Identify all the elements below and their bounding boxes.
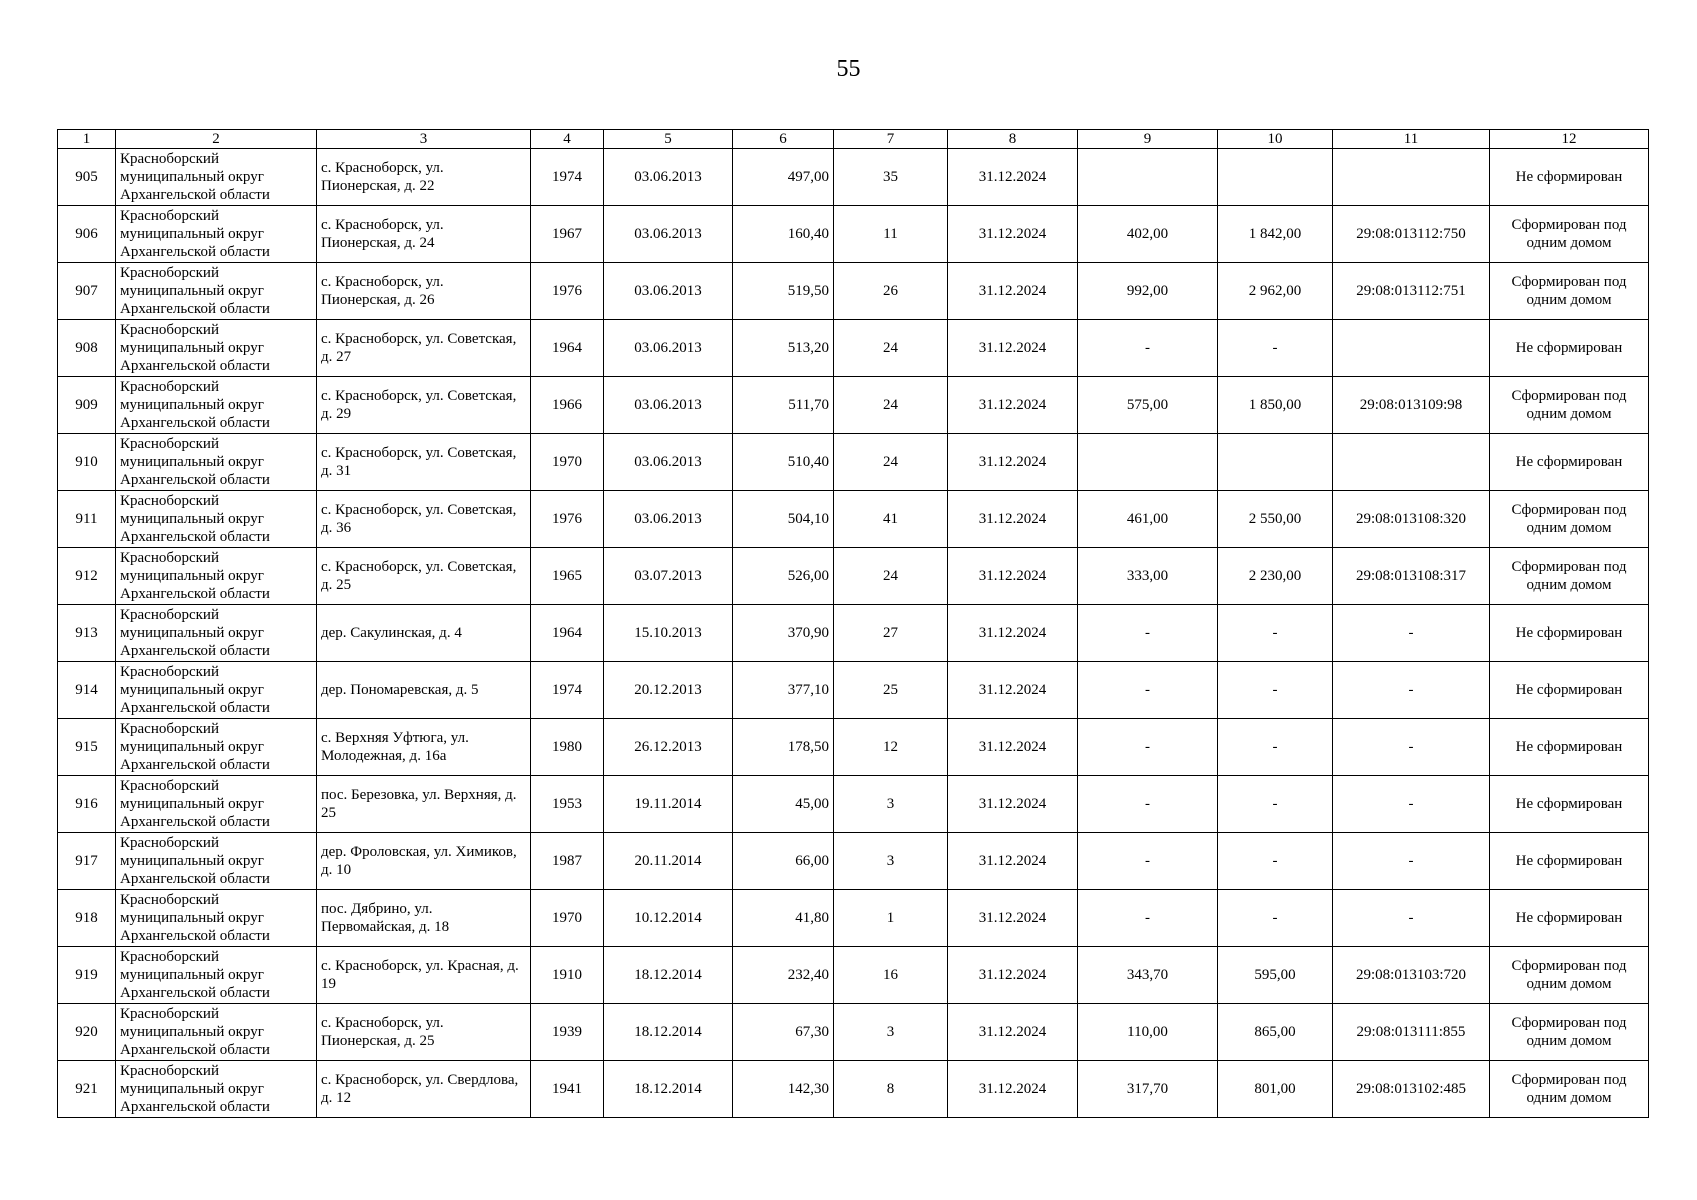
table-row	[58, 434, 1649, 491]
cell-row-number: 921	[58, 1061, 116, 1118]
cell-residents: 11	[834, 206, 948, 263]
cell-cadastral-value: 865,00	[1218, 1004, 1333, 1061]
table-row	[58, 605, 1649, 662]
cell-row-number: 920	[58, 1004, 116, 1061]
cell-cadastral-value: -	[1218, 776, 1333, 833]
table-row	[58, 1061, 1649, 1118]
cell-row-number: 915	[58, 719, 116, 776]
cell-deadline: 31.12.2024	[948, 890, 1078, 947]
table-row	[58, 719, 1649, 776]
column-number-row	[58, 130, 1649, 149]
cell-address: пос. Дябрино, ул. Первомайская, д. 18	[317, 890, 531, 947]
cell-address: пос. Березовка, ул. Верхняя, д. 25	[317, 776, 531, 833]
cell-year: 1976	[531, 263, 604, 320]
cell-year: 1970	[531, 434, 604, 491]
cell-area: 142,30	[733, 1061, 834, 1118]
cell-year: 1980	[531, 719, 604, 776]
table-row	[58, 491, 1649, 548]
cell-cadastral-value: -	[1218, 605, 1333, 662]
cell-municipality: Красноборский муниципальный округ Архангельской области	[116, 320, 317, 377]
table-row	[58, 548, 1649, 605]
cell-area: 66,00	[733, 833, 834, 890]
cell-date: 03.06.2013	[604, 149, 733, 206]
cell-land-area: 461,00	[1078, 491, 1218, 548]
cell-municipality: Красноборский муниципальный округ Архангельской области	[116, 947, 317, 1004]
table-row	[58, 890, 1649, 947]
column-header: 12	[1490, 130, 1649, 149]
page-number: 55	[836, 56, 861, 82]
cell-address: с. Красноборск, ул. Пионерская, д. 22	[317, 149, 531, 206]
cell-cadastral-number: -	[1333, 662, 1490, 719]
cell-address: дер. Пономаревская, д. 5	[317, 662, 531, 719]
cell-cadastral-value: 2 550,00	[1218, 491, 1333, 548]
cell-year: 1987	[531, 833, 604, 890]
cell-residents: 26	[834, 263, 948, 320]
cell-row-number: 911	[58, 491, 116, 548]
cell-date: 03.06.2013	[604, 206, 733, 263]
cell-cadastral-value: 801,00	[1218, 1061, 1333, 1118]
cell-year: 1974	[531, 662, 604, 719]
cell-row-number: 905	[58, 149, 116, 206]
cell-row-number: 918	[58, 890, 116, 947]
cell-status: Сформирован под одним домом	[1490, 947, 1649, 1004]
table-row	[58, 1004, 1649, 1061]
table-body	[58, 149, 1649, 1118]
cell-area: 526,00	[733, 548, 834, 605]
cell-cadastral-number	[1333, 434, 1490, 491]
cell-year: 1965	[531, 548, 604, 605]
cell-cadastral-number: 29:08:013112:750	[1333, 206, 1490, 263]
cell-date: 26.12.2013	[604, 719, 733, 776]
cell-deadline: 31.12.2024	[948, 605, 1078, 662]
cell-row-number: 910	[58, 434, 116, 491]
column-header: 7	[834, 130, 948, 149]
column-header: 10	[1218, 130, 1333, 149]
cell-land-area: -	[1078, 776, 1218, 833]
cell-row-number: 907	[58, 263, 116, 320]
cell-row-number: 913	[58, 605, 116, 662]
cell-residents: 3	[834, 833, 948, 890]
cell-cadastral-number: -	[1333, 890, 1490, 947]
cell-deadline: 31.12.2024	[948, 947, 1078, 1004]
column-header: 3	[317, 130, 531, 149]
cell-status: Не сформирован	[1490, 434, 1649, 491]
cell-cadastral-number: 29:08:013112:751	[1333, 263, 1490, 320]
cell-deadline: 31.12.2024	[948, 434, 1078, 491]
cell-year: 1953	[531, 776, 604, 833]
cell-municipality: Красноборский муниципальный округ Архангельской области	[116, 377, 317, 434]
cell-residents: 24	[834, 320, 948, 377]
table-row	[58, 833, 1649, 890]
cell-date: 19.11.2014	[604, 776, 733, 833]
cell-area: 511,70	[733, 377, 834, 434]
cell-deadline: 31.12.2024	[948, 1004, 1078, 1061]
cell-year: 1974	[531, 149, 604, 206]
cell-residents: 8	[834, 1061, 948, 1118]
cell-land-area: -	[1078, 890, 1218, 947]
cell-residents: 3	[834, 1004, 948, 1061]
table-row	[58, 947, 1649, 1004]
cell-date: 18.12.2014	[604, 1004, 733, 1061]
column-header: 11	[1333, 130, 1490, 149]
cell-cadastral-number: 29:08:013102:485	[1333, 1061, 1490, 1118]
cell-land-area: -	[1078, 605, 1218, 662]
cell-residents: 25	[834, 662, 948, 719]
cell-cadastral-value: -	[1218, 320, 1333, 377]
cell-date: 03.06.2013	[604, 434, 733, 491]
cell-land-area	[1078, 434, 1218, 491]
cell-municipality: Красноборский муниципальный округ Архангельской области	[116, 263, 317, 320]
table-row	[58, 377, 1649, 434]
cell-cadastral-value: 595,00	[1218, 947, 1333, 1004]
table-row	[58, 206, 1649, 263]
cell-residents: 16	[834, 947, 948, 1004]
cell-residents: 35	[834, 149, 948, 206]
cell-area: 45,00	[733, 776, 834, 833]
cell-area: 67,30	[733, 1004, 834, 1061]
cell-row-number: 919	[58, 947, 116, 1004]
cell-deadline: 31.12.2024	[948, 1061, 1078, 1118]
cell-residents: 3	[834, 776, 948, 833]
cell-land-area: -	[1078, 719, 1218, 776]
cell-status: Не сформирован	[1490, 833, 1649, 890]
cell-status: Сформирован под одним домом	[1490, 206, 1649, 263]
cell-date: 03.07.2013	[604, 548, 733, 605]
cell-municipality: Красноборский муниципальный округ Архангельской области	[116, 1061, 317, 1118]
cell-deadline: 31.12.2024	[948, 320, 1078, 377]
cell-land-area: 343,70	[1078, 947, 1218, 1004]
cell-address: дер. Фроловская, ул. Химиков, д. 10	[317, 833, 531, 890]
cell-date: 03.06.2013	[604, 377, 733, 434]
cell-municipality: Красноборский муниципальный округ Архангельской области	[116, 1004, 317, 1061]
cell-date: 20.12.2013	[604, 662, 733, 719]
cell-status: Не сформирован	[1490, 149, 1649, 206]
cell-row-number: 909	[58, 377, 116, 434]
column-header: 6	[733, 130, 834, 149]
cell-address: с. Красноборск, ул. Советская, д. 31	[317, 434, 531, 491]
cell-address: с. Красноборск, ул. Пионерская, д. 26	[317, 263, 531, 320]
cell-status: Не сформирован	[1490, 890, 1649, 947]
cell-area: 513,20	[733, 320, 834, 377]
cell-year: 1976	[531, 491, 604, 548]
cell-area: 510,40	[733, 434, 834, 491]
cell-address: с. Красноборск, ул. Красная, д. 19	[317, 947, 531, 1004]
cell-deadline: 31.12.2024	[948, 776, 1078, 833]
cell-year: 1964	[531, 320, 604, 377]
housing-registry-table	[57, 129, 1649, 1118]
cell-municipality: Красноборский муниципальный округ Архангельской области	[116, 206, 317, 263]
cell-cadastral-number: 29:08:013103:720	[1333, 947, 1490, 1004]
cell-row-number: 908	[58, 320, 116, 377]
table-row	[58, 263, 1649, 320]
cell-municipality: Красноборский муниципальный округ Архангельской области	[116, 434, 317, 491]
cell-status: Сформирован под одним домом	[1490, 263, 1649, 320]
cell-status: Сформирован под одним домом	[1490, 548, 1649, 605]
cell-cadastral-value: 1 842,00	[1218, 206, 1333, 263]
cell-cadastral-value: 1 850,00	[1218, 377, 1333, 434]
cell-cadastral-number: 29:08:013108:317	[1333, 548, 1490, 605]
cell-date: 15.10.2013	[604, 605, 733, 662]
cell-deadline: 31.12.2024	[948, 491, 1078, 548]
cell-cadastral-value: -	[1218, 662, 1333, 719]
cell-area: 504,10	[733, 491, 834, 548]
cell-date: 20.11.2014	[604, 833, 733, 890]
cell-status: Сформирован под одним домом	[1490, 377, 1649, 434]
column-header: 9	[1078, 130, 1218, 149]
cell-address: с. Верхняя Уфтюга, ул. Молодежная, д. 16а	[317, 719, 531, 776]
cell-row-number: 914	[58, 662, 116, 719]
table-row	[58, 149, 1649, 206]
table-row	[58, 320, 1649, 377]
cell-year: 1970	[531, 890, 604, 947]
cell-residents: 41	[834, 491, 948, 548]
cell-residents: 24	[834, 377, 948, 434]
cell-area: 178,50	[733, 719, 834, 776]
cell-address: с. Красноборск, ул. Советская, д. 36	[317, 491, 531, 548]
cell-status: Сформирован под одним домом	[1490, 491, 1649, 548]
column-header: 2	[116, 130, 317, 149]
cell-residents: 27	[834, 605, 948, 662]
cell-date: 10.12.2014	[604, 890, 733, 947]
cell-status: Не сформирован	[1490, 605, 1649, 662]
cell-deadline: 31.12.2024	[948, 263, 1078, 320]
cell-area: 160,40	[733, 206, 834, 263]
cell-cadastral-value: 2 962,00	[1218, 263, 1333, 320]
cell-address: с. Красноборск, ул. Советская, д. 25	[317, 548, 531, 605]
cell-land-area: -	[1078, 833, 1218, 890]
cell-deadline: 31.12.2024	[948, 206, 1078, 263]
cell-residents: 12	[834, 719, 948, 776]
cell-land-area: -	[1078, 662, 1218, 719]
cell-year: 1964	[531, 605, 604, 662]
cell-status: Сформирован под одним домом	[1490, 1061, 1649, 1118]
column-header: 8	[948, 130, 1078, 149]
cell-year: 1939	[531, 1004, 604, 1061]
cell-cadastral-number: 29:08:013111:855	[1333, 1004, 1490, 1061]
cell-year: 1941	[531, 1061, 604, 1118]
cell-municipality: Красноборский муниципальный округ Архангельской области	[116, 605, 317, 662]
cell-area: 519,50	[733, 263, 834, 320]
cell-deadline: 31.12.2024	[948, 149, 1078, 206]
cell-cadastral-number: 29:08:013109:98	[1333, 377, 1490, 434]
cell-year: 1966	[531, 377, 604, 434]
cell-deadline: 31.12.2024	[948, 377, 1078, 434]
cell-status: Сформирован под одним домом	[1490, 1004, 1649, 1061]
cell-year: 1910	[531, 947, 604, 1004]
cell-municipality: Красноборский муниципальный округ Архангельской области	[116, 719, 317, 776]
cell-municipality: Красноборский муниципальный округ Архангельской области	[116, 149, 317, 206]
cell-date: 18.12.2014	[604, 947, 733, 1004]
cell-cadastral-number: -	[1333, 605, 1490, 662]
cell-cadastral-value	[1218, 434, 1333, 491]
cell-cadastral-number: -	[1333, 833, 1490, 890]
cell-cadastral-value: -	[1218, 719, 1333, 776]
cell-status: Не сформирован	[1490, 719, 1649, 776]
cell-address: с. Красноборск, ул. Пионерская, д. 24	[317, 206, 531, 263]
cell-cadastral-value: -	[1218, 833, 1333, 890]
cell-status: Не сформирован	[1490, 662, 1649, 719]
cell-municipality: Красноборский муниципальный округ Архангельской области	[116, 833, 317, 890]
cell-area: 41,80	[733, 890, 834, 947]
cell-municipality: Красноборский муниципальный округ Архангельской области	[116, 662, 317, 719]
cell-row-number: 912	[58, 548, 116, 605]
cell-cadastral-value	[1218, 149, 1333, 206]
table-row	[58, 776, 1649, 833]
cell-residents: 1	[834, 890, 948, 947]
cell-cadastral-value: 2 230,00	[1218, 548, 1333, 605]
column-header: 1	[58, 130, 116, 149]
cell-municipality: Красноборский муниципальный округ Архангельской области	[116, 776, 317, 833]
cell-land-area: 317,70	[1078, 1061, 1218, 1118]
cell-municipality: Красноборский муниципальный округ Архангельской области	[116, 548, 317, 605]
cell-area: 497,00	[733, 149, 834, 206]
cell-land-area	[1078, 149, 1218, 206]
cell-address: с. Красноборск, ул. Пионерская, д. 25	[317, 1004, 531, 1061]
cell-residents: 24	[834, 548, 948, 605]
cell-row-number: 906	[58, 206, 116, 263]
column-header: 4	[531, 130, 604, 149]
cell-municipality: Красноборский муниципальный округ Архангельской области	[116, 890, 317, 947]
cell-address: дер. Сакулинская, д. 4	[317, 605, 531, 662]
cell-deadline: 31.12.2024	[948, 548, 1078, 605]
cell-date: 03.06.2013	[604, 263, 733, 320]
cell-deadline: 31.12.2024	[948, 833, 1078, 890]
cell-date: 03.06.2013	[604, 491, 733, 548]
cell-status: Не сформирован	[1490, 320, 1649, 377]
cell-cadastral-number	[1333, 149, 1490, 206]
cell-cadastral-value: -	[1218, 890, 1333, 947]
cell-address: с. Красноборск, ул. Советская, д. 29	[317, 377, 531, 434]
cell-land-area: 575,00	[1078, 377, 1218, 434]
cell-residents: 24	[834, 434, 948, 491]
cell-land-area: 992,00	[1078, 263, 1218, 320]
cell-row-number: 916	[58, 776, 116, 833]
table-row	[58, 662, 1649, 719]
cell-deadline: 31.12.2024	[948, 719, 1078, 776]
cell-land-area: 333,00	[1078, 548, 1218, 605]
cell-year: 1967	[531, 206, 604, 263]
cell-cadastral-number: -	[1333, 719, 1490, 776]
cell-row-number: 917	[58, 833, 116, 890]
column-header: 5	[604, 130, 733, 149]
cell-cadastral-number: -	[1333, 776, 1490, 833]
cell-cadastral-number	[1333, 320, 1490, 377]
cell-cadastral-number: 29:08:013108:320	[1333, 491, 1490, 548]
cell-municipality: Красноборский муниципальный округ Архангельской области	[116, 491, 317, 548]
cell-date: 03.06.2013	[604, 320, 733, 377]
cell-deadline: 31.12.2024	[948, 662, 1078, 719]
cell-area: 377,10	[733, 662, 834, 719]
cell-area: 232,40	[733, 947, 834, 1004]
cell-land-area: 402,00	[1078, 206, 1218, 263]
cell-land-area: 110,00	[1078, 1004, 1218, 1061]
cell-status: Не сформирован	[1490, 776, 1649, 833]
cell-date: 18.12.2014	[604, 1061, 733, 1118]
cell-address: с. Красноборск, ул. Советская, д. 27	[317, 320, 531, 377]
cell-address: с. Красноборск, ул. Свердлова, д. 12	[317, 1061, 531, 1118]
cell-land-area: -	[1078, 320, 1218, 377]
cell-area: 370,90	[733, 605, 834, 662]
